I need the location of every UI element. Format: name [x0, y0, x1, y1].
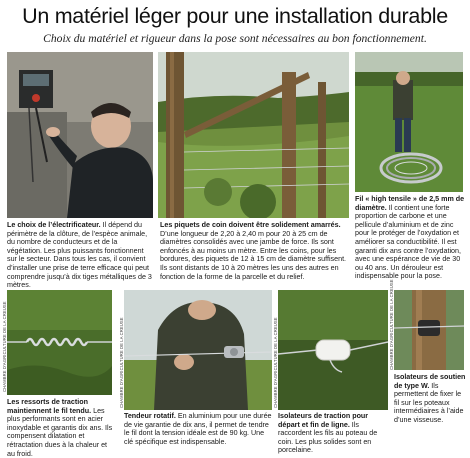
photo-fil: [355, 52, 463, 192]
caption-isolateurs-traction-body: Ils raccordent les fils au poteau de coin. Les plus solides sont en porcelaine.: [278, 420, 378, 455]
caption-electrificateur-lead: Le choix de l’électrificateur.: [7, 221, 101, 229]
photo-isolateurs-soutien: [394, 290, 464, 370]
photo-credit-3: CHAMBRE D'AGRICULTURE DE LA CREUSE: [273, 317, 278, 408]
caption-piquets: [160, 221, 350, 281]
caption-ressorts-lead: Les ressorts de traction maintiennent le fil tendu.: [7, 398, 92, 415]
caption-isolateurs-soutien-lead: Isolateurs de soutien de type W.: [394, 373, 466, 390]
page-title: Un matériel léger pour une installation durable: [22, 4, 448, 28]
photo-piquets: [158, 52, 349, 218]
caption-isolateurs-traction-lead: Isolateurs de traction pour départ et fin de ligne.: [278, 412, 369, 429]
caption-fil-lead: Fil « high tensile » de 2,5 mm de diamètre.: [355, 195, 465, 212]
photo-tendeur: [124, 290, 272, 410]
photo-credit-2: CHAMBRE D'AGRICULTURE DE LA CREUSE: [119, 317, 124, 408]
caption-fil-body: Il contient une forte proportion de carbone et une pellicule d’aluminium et de zinc pour le protéger de l’oxydation et améliorer sa conductibilité. Il est garanti dix ans contre l’oxydation, avec une espérance de vie de 30 ou 40 ans. Un dérouleur est indispensable pour la pose.: [355, 203, 461, 281]
photo-electrificateur: [7, 52, 153, 218]
caption-tendeur: [124, 412, 274, 446]
caption-electrificateur-body: Il dépend du périmètre de la clôture, de l’espèce animale, du nombre de conducteurs et de la végétation. Les plus puissants fonctionnent sur le secteur. Dans tous les cas, il convient d’installer une prise de terre efficace qui peut comprendre jusqu’à dix tiges métalliques de 3 mètres.: [7, 221, 152, 290]
caption-isolateurs-soutien-body: Ils permettent de fixer le fil sur les poteaux intermédiaires à l’aide d’une visseuse.: [394, 381, 464, 424]
photo-isolateurs-traction: [278, 290, 388, 410]
photo-ressorts: [7, 290, 112, 395]
caption-electrificateur: [7, 221, 154, 290]
photo-credit-1: CHAMBRE D'AGRICULTURE DE LA CREUSE: [2, 301, 7, 392]
page-subtitle: Choix du matériel et rigueur dans la pose sont nécessaires au bon fonctionnement.: [43, 32, 427, 45]
caption-isolateurs-traction: [278, 412, 388, 455]
caption-ressorts-body: Les plus performants sont en acier inoxydable et garantis dix ans. Ils compensent dilatation et rétractation dues à la chaleur et au froid.: [7, 406, 113, 458]
caption-ressorts: [7, 398, 115, 458]
caption-piquets-body: D’une longueur de 2,20 à 2,40 m pour 20 à 25 cm de diamètres consolidés avec une jambe de force. Ils sont enfoncés à au moins un mètre. Entre les coins, pour les bordures, des piquets de 12 à 15 cm de diamètre suffisent. Ils sont distants de 10 à 20 mètres les uns des autres en fonction de la forme de la parcelle et du relief.: [160, 229, 347, 281]
caption-fil: [355, 195, 465, 281]
photo-credit-4: CHAMBRE D'AGRICULTURE DE LA CREUSE: [389, 279, 394, 370]
caption-tendeur-body: En aluminium pour une durée de vie garantie de dix ans, il permet de tendre le fil dont la tension idéale est de 90 kg. Une clé spécifique est indispensable.: [124, 412, 272, 446]
caption-piquets-lead: Les piquets de coin doivent être solidement amarrés.: [160, 221, 341, 229]
caption-tendeur-lead: Tendeur rotatif.: [124, 412, 176, 420]
caption-isolateurs-soutien: [394, 373, 466, 425]
